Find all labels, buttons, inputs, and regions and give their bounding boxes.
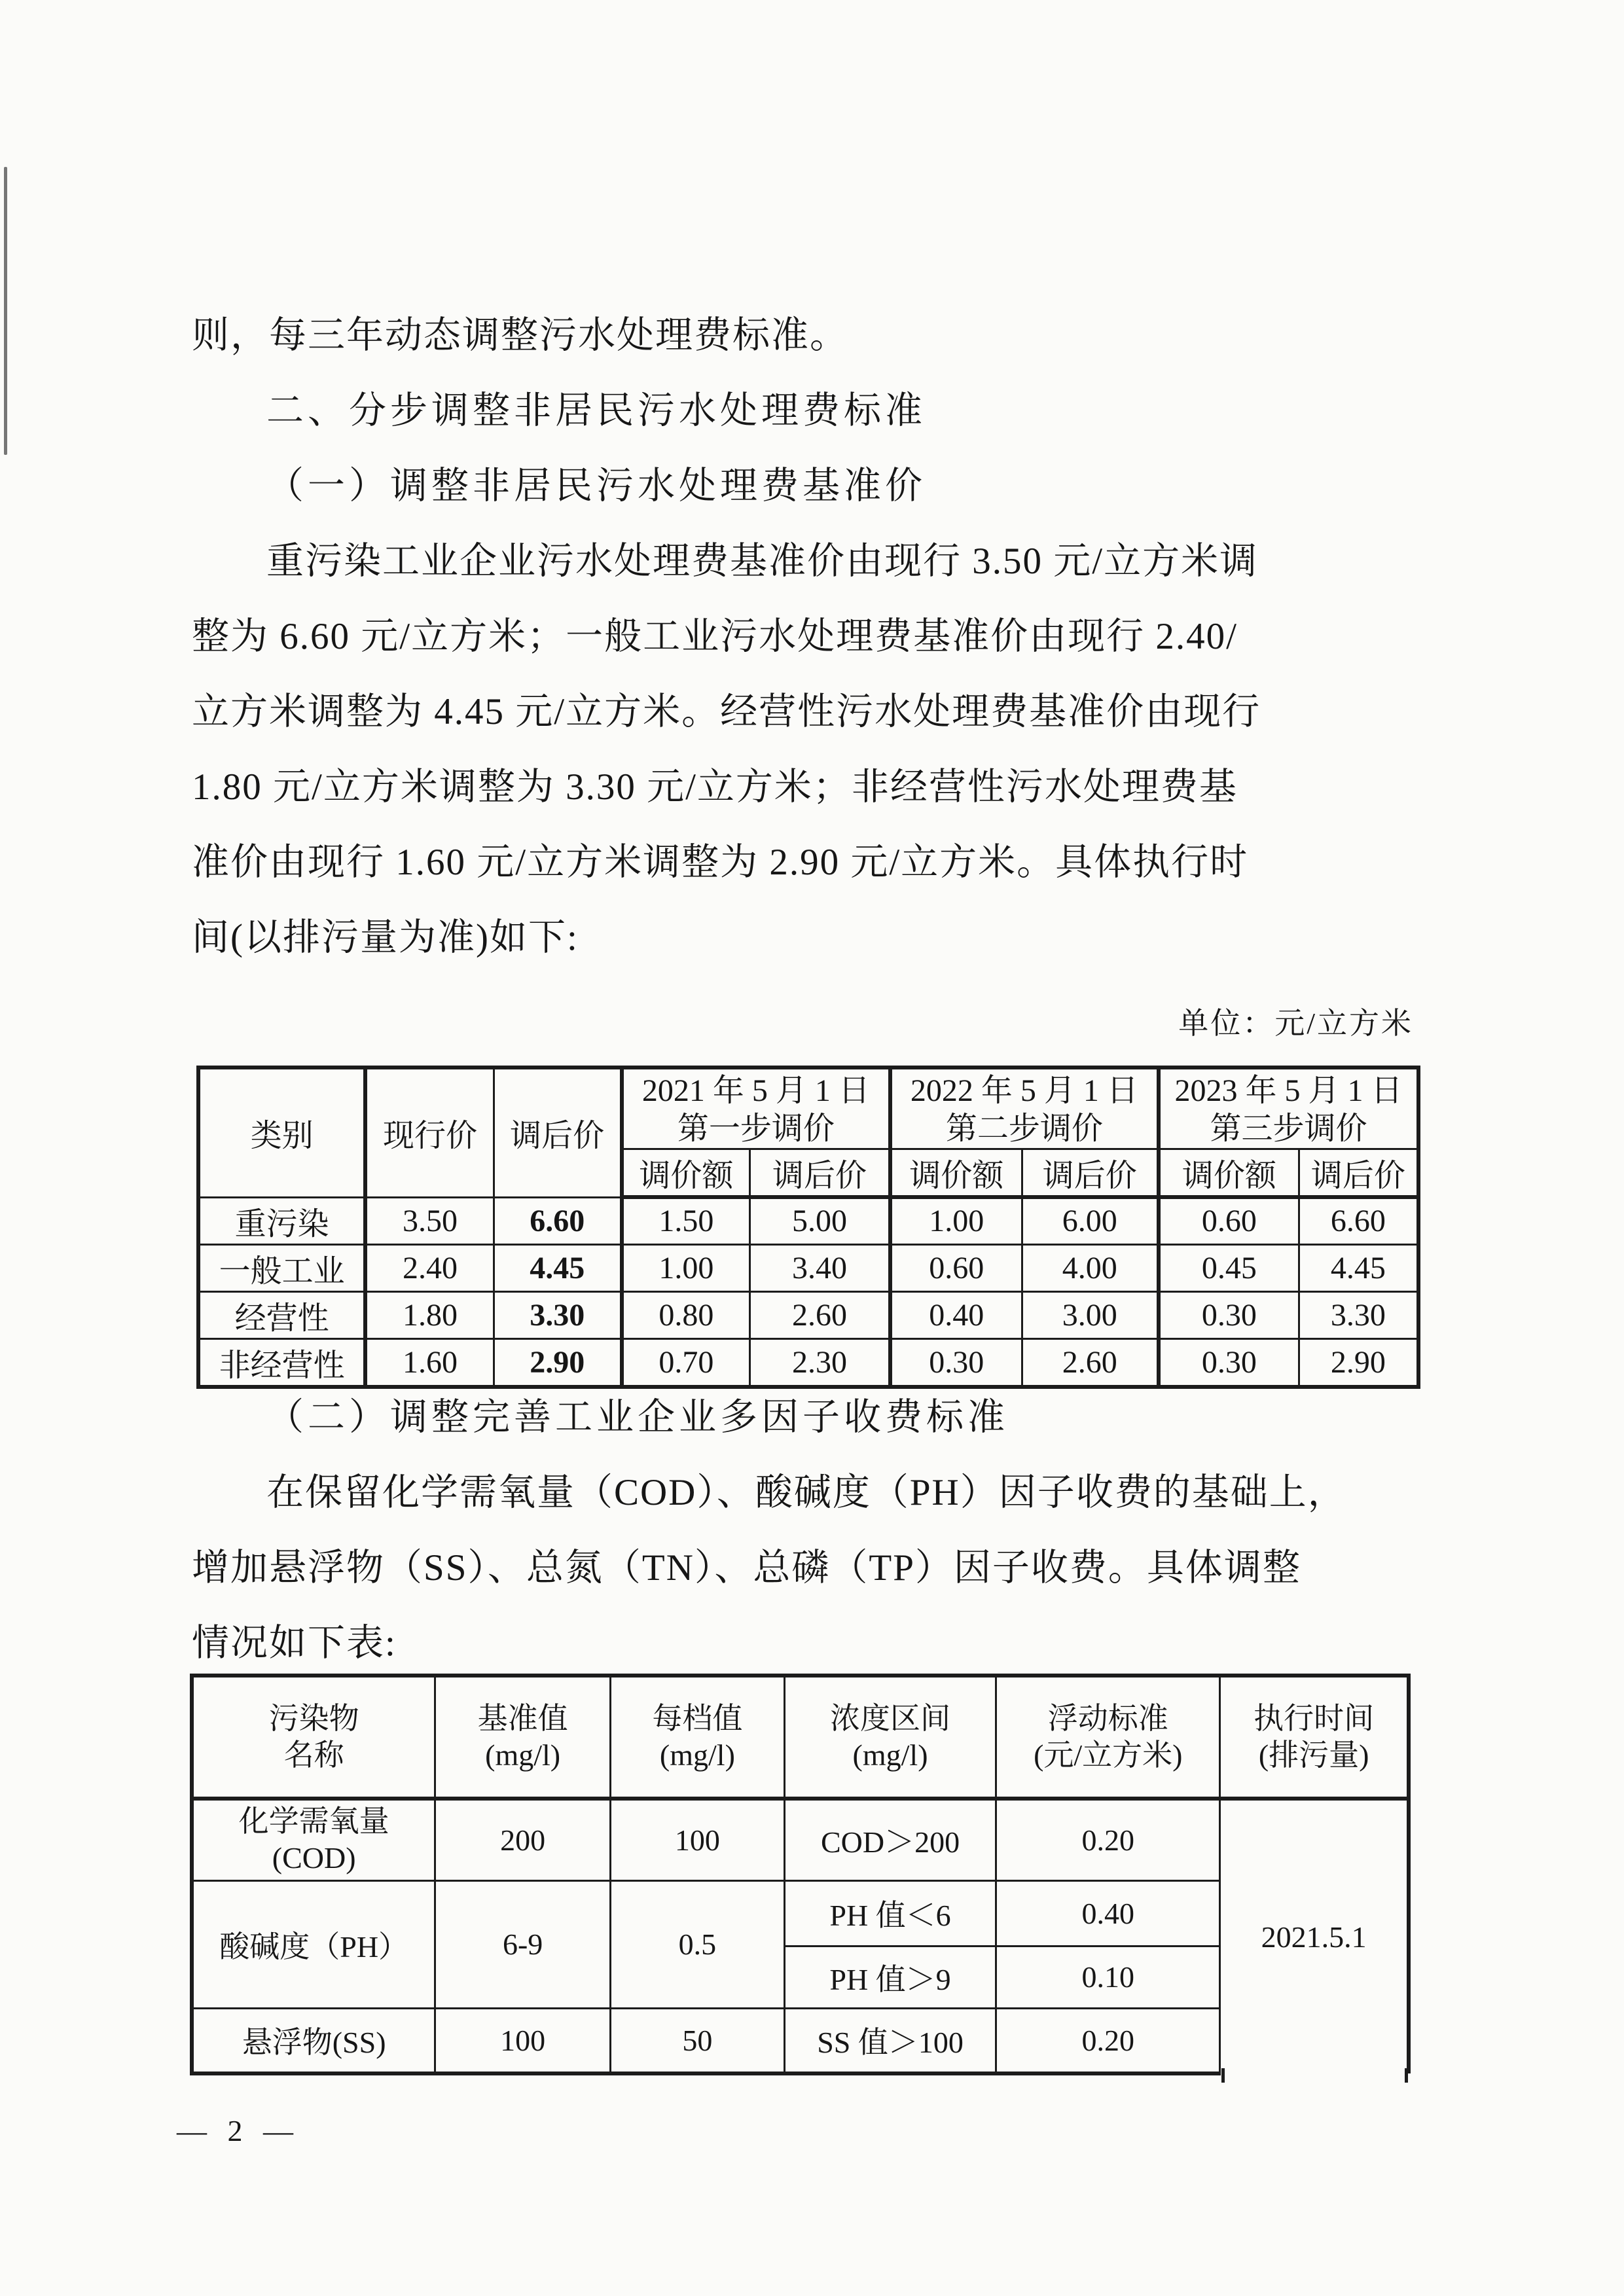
t1-step3-date: 2023 年 5 月 1 日 bbox=[1174, 1073, 1403, 1108]
t2-header-step-value bbox=[610, 1676, 784, 1799]
table-cell: 1.00 bbox=[890, 1197, 1022, 1244]
table-cell: 0.60 bbox=[1159, 1197, 1299, 1244]
table-cell: 100 bbox=[610, 1799, 784, 1880]
step-adjustment-table bbox=[196, 1066, 1420, 1389]
table-cell: 0.40 bbox=[890, 1291, 1022, 1338]
section-heading: 二、分步调整非居民污水处理费标准 bbox=[266, 390, 926, 431]
table-cell: 2.30 bbox=[750, 1338, 890, 1387]
table-cell: 4.00 bbox=[1022, 1244, 1159, 1291]
table-cell: 0.60 bbox=[890, 1244, 1022, 1291]
t1-header-step3-group bbox=[1159, 1067, 1418, 1149]
table-cell: 3.30 bbox=[494, 1291, 622, 1338]
cod-name-l2: (COD) bbox=[272, 1841, 356, 1875]
table-cell: 一般工业 bbox=[198, 1244, 365, 1291]
table-cell: 2.90 bbox=[1299, 1338, 1418, 1387]
t2-header-step-l2: (mg/l) bbox=[659, 1738, 735, 1772]
table-cell: 1.80 bbox=[365, 1291, 494, 1338]
body-line: 则，每三年动态调整污水处理费标准。 bbox=[192, 315, 848, 356]
t1-step3-label: 第三步调价 bbox=[1210, 1111, 1367, 1146]
t1-header-step2-group bbox=[890, 1067, 1159, 1149]
body-line: 在保留化学需氧量（COD）、酸碱度（PH）因子收费的基础上， bbox=[266, 1472, 1346, 1513]
t2-header-pollutant-l1: 污染物 bbox=[268, 1702, 359, 1735]
body-line: 重污染工业企业污水处理费基准价由现行 3.50 元/立方米调 bbox=[266, 541, 1259, 582]
table-cell: 0.30 bbox=[890, 1338, 1022, 1387]
t2-header-pollutant-l2: 名称 bbox=[283, 1738, 344, 1772]
table-cell: 酸碱度（PH） bbox=[192, 1880, 435, 2008]
table-row bbox=[198, 1197, 1418, 1244]
table-cell: 2.90 bbox=[494, 1338, 622, 1387]
table-cell: 0.30 bbox=[1159, 1291, 1299, 1338]
table-continuation-stub bbox=[1405, 2068, 1408, 2083]
table-cell: 100 bbox=[435, 2008, 611, 2073]
t2-header-range bbox=[784, 1676, 996, 1799]
t1-header-category: 类别 bbox=[198, 1067, 365, 1197]
t1-header-step1-group bbox=[622, 1067, 890, 1149]
table-row bbox=[198, 1291, 1418, 1338]
t1-subheader-price: 调后价 bbox=[1299, 1149, 1418, 1198]
table-cell: 6-9 bbox=[435, 1880, 611, 2008]
t2-header-pollutant bbox=[192, 1676, 435, 1799]
table-header-row bbox=[192, 1676, 1409, 1799]
t2-header-float-standard bbox=[996, 1676, 1220, 1799]
table-cell: 5.00 bbox=[750, 1197, 890, 1244]
table-cell: 3.50 bbox=[365, 1197, 494, 1244]
table-continuation-stub bbox=[1221, 2068, 1225, 2083]
table-cell: 4.45 bbox=[494, 1244, 622, 1291]
body-line: 1.80 元/立方米调整为 3.30 元/立方米；非经营性污水处理费基 bbox=[192, 766, 1238, 808]
table-cell: 0.20 bbox=[996, 2008, 1220, 2073]
body-line: 情况如下表: bbox=[192, 1623, 397, 1664]
table-cell: PH 值＜6 bbox=[784, 1880, 996, 1946]
t2-header-range-l2: (mg/l) bbox=[852, 1738, 928, 1772]
table-cell: 0.70 bbox=[622, 1338, 750, 1387]
section-heading: （二）调整完善工业企业多因子收费标准 bbox=[266, 1397, 1009, 1438]
t1-header-adjusted-price: 调后价 bbox=[494, 1067, 622, 1197]
table-cell: 2.40 bbox=[365, 1244, 494, 1291]
table-row bbox=[192, 1799, 1409, 1880]
table-cell: 3.00 bbox=[1022, 1291, 1159, 1338]
table-cell: 3.30 bbox=[1299, 1291, 1418, 1338]
table-cell: 2.60 bbox=[750, 1291, 890, 1338]
multi-factor-table bbox=[190, 1674, 1411, 2075]
t2-header-exec-l2: (排污量) bbox=[1258, 1738, 1369, 1772]
t2-header-base-l1: 基准值 bbox=[477, 1702, 568, 1735]
t1-subheader-price: 调后价 bbox=[750, 1149, 890, 1198]
cod-name-l1: 化学需氧量 bbox=[238, 1804, 389, 1839]
table-cell: 1.00 bbox=[622, 1244, 750, 1291]
body-line: 整为 6.60 元/立方米；一般工业污水处理费基准价由现行 2.40/ bbox=[192, 616, 1238, 657]
table-cell: SS 值＞100 bbox=[784, 2008, 996, 2073]
t1-subheader-amount: 调价额 bbox=[1159, 1149, 1299, 1198]
table-cell: 200 bbox=[435, 1799, 611, 1880]
t2-header-exec-l1: 执行时间 bbox=[1254, 1702, 1375, 1735]
t1-header-current-price: 现行价 bbox=[365, 1067, 494, 1197]
exec-time-cell: 2021.5.1 bbox=[1220, 1799, 1409, 2073]
body-line: 增加悬浮物（SS）、总氮（TN）、总磷（TP）因子收费。具体调整 bbox=[192, 1547, 1301, 1588]
t2-header-exec-time bbox=[1220, 1676, 1409, 1799]
table-cell: 1.50 bbox=[622, 1197, 750, 1244]
section-heading: （一）调整非居民污水处理费基准价 bbox=[266, 465, 926, 507]
table-cell: 0.80 bbox=[622, 1291, 750, 1338]
table-cell: 1.60 bbox=[365, 1338, 494, 1387]
table-cell: 0.10 bbox=[996, 1946, 1220, 2008]
scan-artifact-line bbox=[4, 167, 7, 455]
table-header-row bbox=[198, 1067, 1418, 1149]
table-row bbox=[198, 1244, 1418, 1291]
t2-header-float-l2: (元/立方米) bbox=[1034, 1738, 1183, 1772]
table-cell: 0.20 bbox=[996, 1799, 1220, 1880]
t1-subheader-amount: 调价额 bbox=[890, 1149, 1022, 1198]
table-cell: 6.60 bbox=[494, 1197, 622, 1244]
table-cell: 6.00 bbox=[1022, 1197, 1159, 1244]
t1-step2-label: 第二步调价 bbox=[945, 1111, 1103, 1146]
table-cell: 0.5 bbox=[610, 1880, 784, 2008]
t2-header-base-l2: (mg/l) bbox=[485, 1738, 561, 1772]
unit-label: 单位：元/立方米 bbox=[1178, 1007, 1413, 1040]
t2-header-step-l1: 每档值 bbox=[652, 1702, 743, 1735]
body-line: 间(以排污量为准)如下: bbox=[192, 917, 579, 958]
page-number: — 2 — bbox=[177, 2114, 300, 2147]
table-cell: 重污染 bbox=[198, 1197, 365, 1244]
table-cell: COD＞200 bbox=[784, 1799, 996, 1880]
t2-header-float-l1: 浮动标准 bbox=[1047, 1702, 1168, 1735]
body-line: 准价由现行 1.60 元/立方米调整为 2.90 元/立方米。具体执行时 bbox=[192, 842, 1249, 883]
t1-step1-date: 2021 年 5 月 1 日 bbox=[641, 1073, 870, 1108]
table-cell: 非经营性 bbox=[198, 1338, 365, 1387]
table-cell: 3.40 bbox=[750, 1244, 890, 1291]
t2-header-base-value bbox=[435, 1676, 611, 1799]
t1-subheader-price: 调后价 bbox=[1022, 1149, 1159, 1198]
table-cell: 悬浮物(SS) bbox=[192, 2008, 435, 2073]
table-cell: PH 值＞9 bbox=[784, 1946, 996, 2008]
table-cell: 50 bbox=[610, 2008, 784, 2073]
table-cell: 0.30 bbox=[1159, 1338, 1299, 1387]
t1-step2-date: 2022 年 5 月 1 日 bbox=[910, 1073, 1138, 1108]
table-cell: 6.60 bbox=[1299, 1197, 1418, 1244]
table-cell: 2.60 bbox=[1022, 1338, 1159, 1387]
t1-step1-label: 第一步调价 bbox=[677, 1111, 835, 1146]
table-cell: 4.45 bbox=[1299, 1244, 1418, 1291]
table-cell: 经营性 bbox=[198, 1291, 365, 1338]
table-cell: 0.40 bbox=[996, 1880, 1220, 1946]
body-line: 立方米调整为 4.45 元/立方米。经营性污水处理费基准价由现行 bbox=[192, 691, 1261, 732]
t1-subheader-amount: 调价额 bbox=[622, 1149, 750, 1198]
t2-header-range-l1: 浓度区间 bbox=[830, 1702, 951, 1735]
table-cell bbox=[192, 1799, 435, 1880]
table-cell: 0.45 bbox=[1159, 1244, 1299, 1291]
